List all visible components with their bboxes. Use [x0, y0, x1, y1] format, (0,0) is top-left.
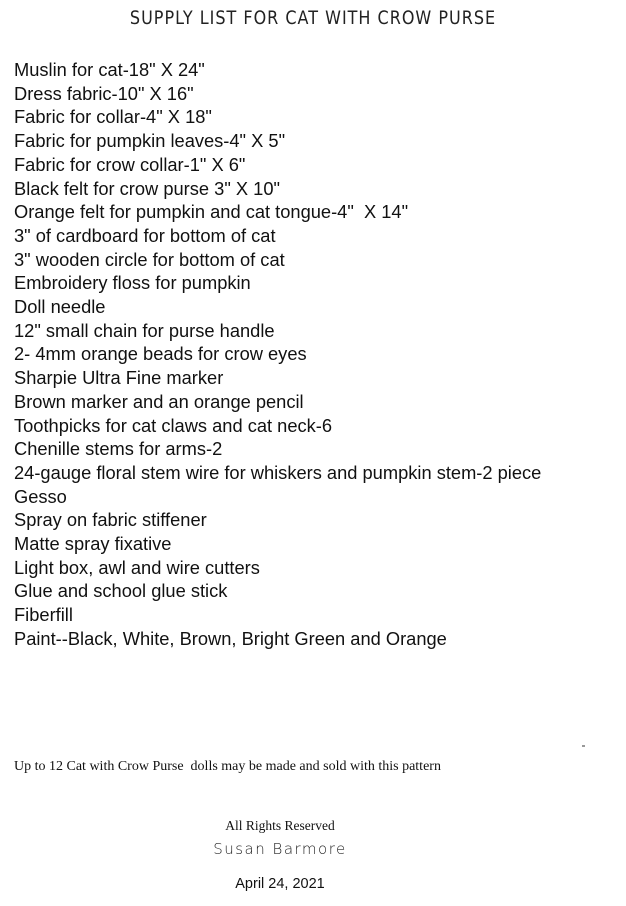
supply-item: 12" small chain for purse handle	[14, 319, 275, 341]
supply-item: Fabric for crow collar-1" X 6"	[14, 153, 246, 175]
supply-item: Brown marker and an orange pencil	[14, 390, 304, 412]
supply-item: Sharpie Ultra Fine marker	[14, 367, 224, 389]
supply-item: 3" of cardboard for bottom of cat	[14, 224, 276, 246]
supply-item: Glue and school glue stick	[14, 580, 228, 602]
supply-item: Black felt for crow purse 3" X 10"	[14, 177, 280, 199]
supply-item: 2- 4mm orange beads for crow eyes	[14, 343, 307, 365]
supply-item: Fabric for pumpkin leaves-4" X 5"	[14, 130, 286, 152]
document-date: April 24, 2021	[235, 876, 325, 892]
supply-item: Chenille stems for arms-2	[14, 438, 223, 460]
supply-item: Gesso	[14, 485, 67, 507]
supply-item: Fiberfill	[14, 604, 73, 626]
supply-item: Light box, awl and wire cutters	[14, 556, 260, 578]
supply-item: Toothpicks for cat claws and cat neck-6	[14, 414, 333, 436]
license-note: Up to 12 Cat with Crow Purse dolls may be made and sold with this pattern	[14, 759, 441, 774]
scan-speck	[582, 745, 585, 747]
supply-item: 3" wooden circle for bottom of cat	[14, 248, 285, 270]
supply-item: Fabric for collar-4" X 18"	[14, 106, 212, 128]
supply-item: Embroidery floss for pumpkin	[14, 272, 251, 294]
supply-item: Orange felt for pumpkin and cat tongue-4" X 14"	[14, 201, 409, 223]
supply-item: Matte spray fixative	[14, 533, 172, 555]
rights-statement: All Rights Reserved	[225, 818, 335, 833]
supply-item: 24-gauge floral stem wire for whiskers and pumpkin stem-2 piece	[14, 461, 542, 483]
supply-list	[14, 58, 541, 651]
supply-item: Spray on fabric stiffener	[14, 509, 207, 531]
supply-item: Muslin for cat-18" X 24"	[14, 59, 205, 80]
supply-item: Dress fabric-10" X 16"	[14, 82, 194, 104]
supply-item: Doll needle	[14, 296, 106, 318]
author-name: Susan Barmore	[213, 840, 347, 858]
supply-item: Paint--Black, White, Brown, Bright Green and Orange	[14, 627, 447, 649]
page-title: SUPPLY LIST FOR CAT WITH CROW PURSE	[129, 6, 497, 29]
